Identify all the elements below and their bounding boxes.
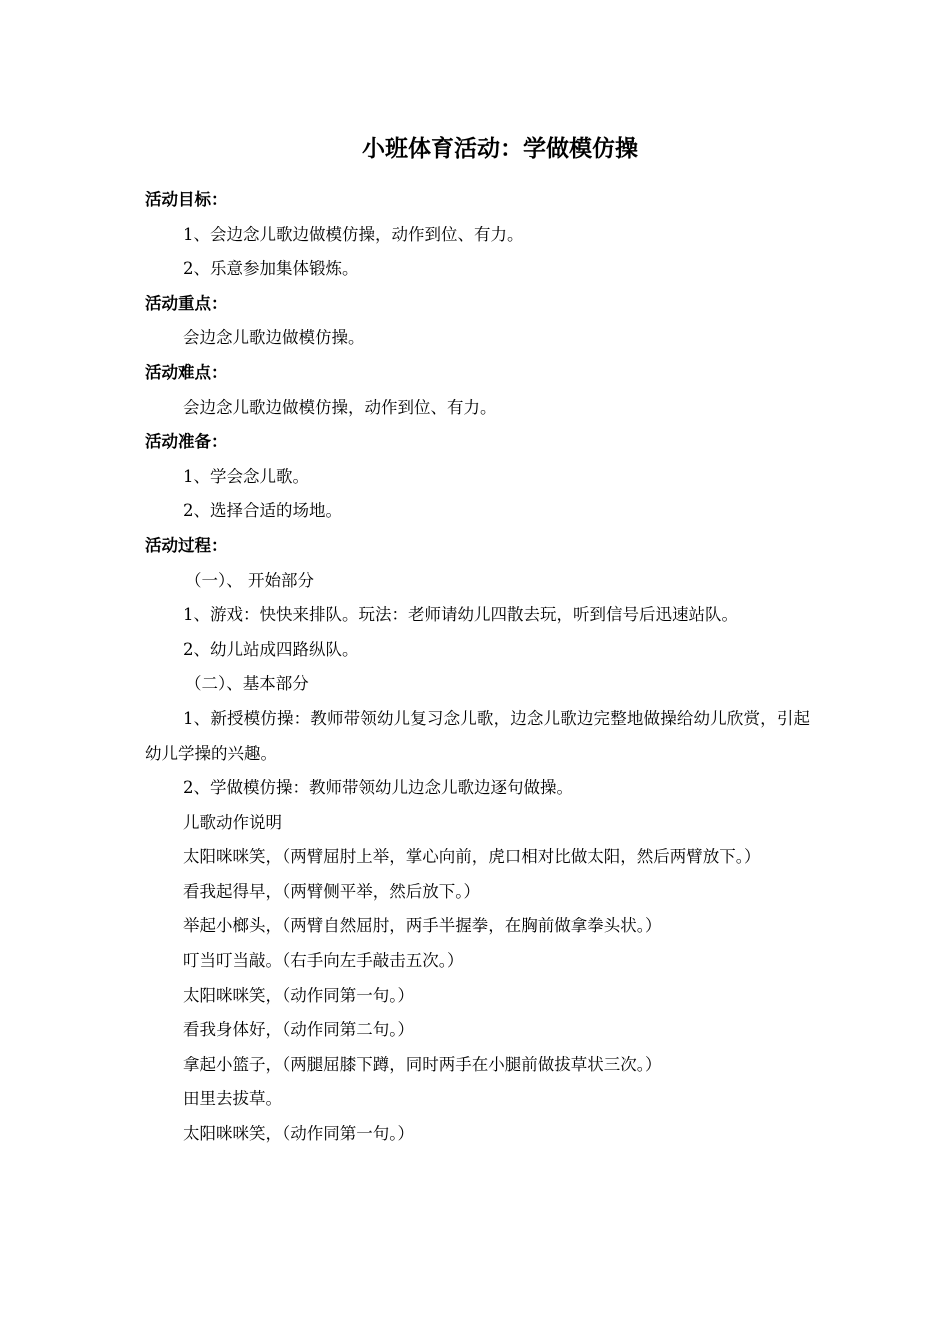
document-title: 小班体育活动：学做模仿操 xyxy=(362,135,638,162)
part1-item: 1、游戏：快快来排队。玩法：老师请幼儿四散去玩，听到信号后迅速站队。 xyxy=(183,605,738,625)
part1-title: （一）、 开始部分 xyxy=(185,570,314,590)
song-line: 田里去拔草。 xyxy=(183,1089,282,1109)
difficulty-text: 会边念儿歌边做模仿操，动作到位、有力。 xyxy=(183,397,497,417)
key-point-heading: 活动重点： xyxy=(145,293,228,313)
song-line: 看我起得早，（两臂侧平举，然后放下。） xyxy=(183,881,480,901)
preparation-heading: 活动准备： xyxy=(145,432,228,452)
song-line: 看我身体好，（动作同第二句。） xyxy=(183,1020,414,1040)
part2-item: 2、学做模仿操：教师带领幼儿边念儿歌边逐句做操。 xyxy=(183,778,573,798)
goals-heading: 活动目标： xyxy=(145,190,228,209)
preparation-item: 2、选择合适的场地。 xyxy=(183,501,342,521)
part2-title: （二）、基本部分 xyxy=(185,674,309,694)
goal-item: 1、会边念儿歌边做模仿操，动作到位、有力。 xyxy=(183,224,524,244)
process-heading: 活动过程： xyxy=(145,535,228,555)
song-line: 太阳咪咪笑，（两臂屈肘上举，掌心向前，虎口相对比做太阳，然后两臂放下。） xyxy=(183,847,761,867)
song-line: 拿起小篮子，（两腿屈膝下蹲，同时两手在小腿前做拔草状三次。） xyxy=(183,1054,662,1074)
song-line: 太阳咪咪笑，（动作同第一句。） xyxy=(183,985,414,1005)
song-line: 太阳咪咪笑，（动作同第一句。） xyxy=(183,1124,414,1144)
difficulty-heading: 活动难点： xyxy=(145,362,228,382)
document-body xyxy=(145,183,810,1152)
part2-paragraph: 1、新授模仿操：教师带领幼儿复习念儿歌，边念儿歌边完整地做操给幼儿欣赏，引起幼儿学操的兴趣。 xyxy=(145,708,810,763)
song-heading: 儿歌动作说明 xyxy=(183,812,282,832)
song-line: 举起小榔头，（两臂自然屈肘，两手半握拳，在胸前做拿拳头状。） xyxy=(183,916,662,936)
song-line: 叮当叮当敲。（右手向左手敲击五次。） xyxy=(183,951,464,971)
preparation-item: 1、学会念儿歌。 xyxy=(183,466,309,486)
goal-item: 2、乐意参加集体锻炼。 xyxy=(183,259,359,279)
key-point-text: 会边念儿歌边做模仿操。 xyxy=(183,328,365,348)
part1-item: 2、幼儿站成四路纵队。 xyxy=(183,639,359,659)
